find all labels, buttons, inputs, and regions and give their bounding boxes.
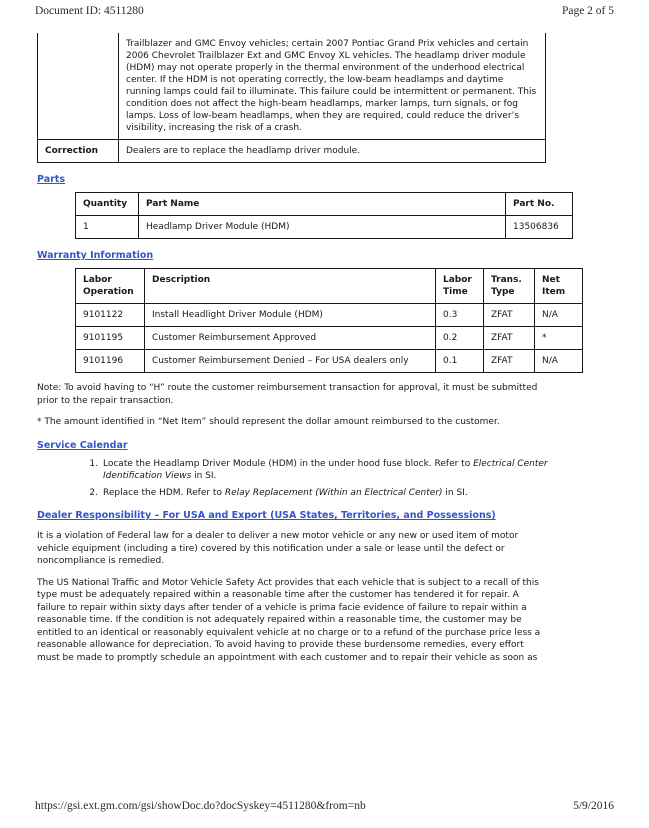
description-cell: Install Headlight Driver Module (HDM) (145, 304, 436, 327)
document-url: https://gsi.ext.gm.com/gsi/showDoc.do?docSyskey=4511280&from=nb (35, 800, 366, 812)
labor-operation-cell: 9101196 (76, 350, 145, 373)
parts-table (75, 192, 573, 239)
net-item-footnote: * The amount identified in “Net Item” should represent the dollar amount reimbursed to the customer. (37, 417, 500, 427)
table-row (38, 33, 546, 140)
column-header-trans-type: Trans. Type (484, 269, 535, 304)
trans-type-cell: ZFAT (484, 304, 535, 327)
table-header-row (76, 193, 573, 216)
table-row (76, 327, 583, 350)
warranty-note: Note: To avoid having to “H” route the customer reimbursement transaction for approval, it must be submitted prior to the repair transaction. (37, 383, 538, 406)
step-text-plain: in SI. (191, 471, 217, 481)
quantity-cell: 1 (76, 216, 139, 239)
part-name-cell: Headlamp Driver Module (HDM) (139, 216, 506, 239)
correction-text-cell: Dealers are to replace the headlamp driver module. (119, 140, 546, 163)
service-steps (85, 458, 619, 500)
labor-operation-cell: 9101195 (76, 327, 145, 350)
document-id: Document ID: 4511280 (35, 5, 144, 17)
print-footer (35, 800, 614, 812)
trans-type-cell: ZFAT (484, 327, 535, 350)
table-row (76, 216, 573, 239)
step-text-italic: Electrical Center Identification Views (103, 458, 548, 481)
net-item-cell: * (535, 327, 583, 350)
table-row (76, 304, 583, 327)
column-header-quantity: Quantity (76, 193, 139, 216)
trans-type-cell: ZFAT (484, 350, 535, 373)
column-header-part-no: Part No. (506, 193, 573, 216)
page-number: Page 2 of 5 (561, 5, 614, 17)
table-row (76, 350, 583, 373)
print-date: 5/9/2016 (573, 800, 614, 812)
step-text-plain: Replace the HDM. Refer to (103, 487, 225, 498)
step-text-plain: Locate the Headlamp Driver Module (HDM) in the under hood fuse block. Refer to (103, 458, 474, 469)
column-header-labor-time: Labor Time (436, 269, 484, 304)
part-no-cell: 13506836 (506, 216, 573, 239)
step-number: 1. (89, 458, 98, 469)
step-text-italic: Relay Replacement (Within an Electrical Center) (224, 487, 443, 498)
service-step (85, 487, 619, 500)
dealer-responsibility-heading-link[interactable]: Dealer Responsibility – For USA and Export (USA States, Territories, and Possessions) (37, 510, 496, 521)
correction-label-cell: Correction (38, 140, 119, 163)
column-header-net-item: Net Item (535, 269, 583, 304)
labor-time-cell: 0.1 (436, 350, 484, 373)
print-header (0, 0, 649, 17)
labor-time-cell: 0.3 (436, 304, 484, 327)
step-text (103, 458, 555, 483)
net-item-cell: N/A (535, 350, 583, 373)
warranty-heading-link[interactable]: Warranty Information (37, 250, 154, 261)
column-header-part-name: Part Name (139, 193, 506, 216)
step-text-plain: in SI. (442, 487, 468, 498)
dealer-paragraph-1: It is a violation of Federal law for a dealer to deliver a new motor vehicle or any new or used item of motor vehicle equipment (including a tire) covered by this notification under a sale or lease until the defect or noncompliance is remedied. (37, 531, 519, 566)
description-cell: Customer Reimbursement Approved (145, 327, 436, 350)
warranty-table (75, 268, 583, 373)
labor-operation-cell: 9101122 (76, 304, 145, 327)
column-header-labor-operation: Labor Operation (76, 269, 145, 304)
service-step (85, 458, 619, 483)
condition-text-cell: Trailblazer and GMC Envoy vehicles; certain 2007 Pontiac Grand Prix vehicles and certain 2006 Chevrolet Trailblazer Ext and GMC Envoy XL vehicles. The headlamp driver module (HDM) may not operate properly in the thermal environment of the underhood electrical center. If the HDM is not operating correctly, the low-beam headlamps and daytime running lamps could fail to illuminate. This failure could be intermittent or permanent. This condition does not affect the high-beam headlamps, marker lamps, turn signals, or fog lamps. Loss of low-beam headlamps, when they are required, could reduce the driver’s visibility, increasing the risk of a crash. (119, 33, 546, 140)
condition-label-cell (38, 33, 119, 140)
step-text (103, 487, 555, 500)
service-heading-link[interactable]: Service Calendar (37, 439, 128, 451)
description-cell: Customer Reimbursement Denied – For USA dealers only (145, 350, 436, 373)
parts-heading-link[interactable]: Parts (37, 174, 65, 185)
net-item-cell: N/A (535, 304, 583, 327)
condition-table (37, 33, 546, 163)
step-number: 2. (89, 487, 98, 498)
table-row (38, 140, 546, 163)
labor-time-cell: 0.2 (436, 327, 484, 350)
dealer-paragraph-2: The US National Traffic and Motor Vehicle Safety Act provides that each vehicle that is subject to a recall of this type must be adequately repaired within a reasonable time after the customer has tendered it for repair. A failure to repair within sixty days after tender of a vehicle is prima facie evidence of failure to repair within a reasonable time. If the condition is not adequately repaired within a reasonable time, the customer may be entitled to an identical or reasonably equivalent vehicle at no charge or to a refund of the purchase price less a reasonable allowance for depreciation. To avoid having to provide these burdensome remedies, every effort must be made to promptly schedule an appointment with each customer and to repair their vehicle as soon as (37, 577, 541, 663)
document-content (0, 33, 649, 664)
table-header-row (76, 269, 583, 304)
column-header-description: Description (145, 269, 436, 304)
